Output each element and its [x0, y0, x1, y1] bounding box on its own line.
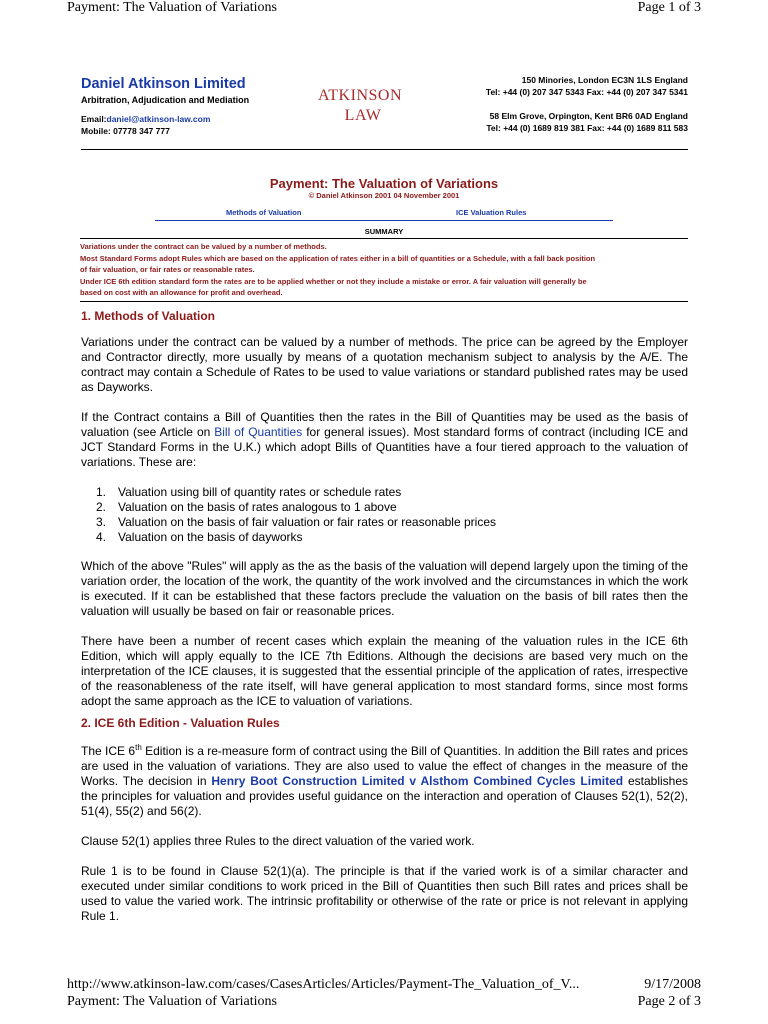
atkinson-law-logo [315, 86, 405, 126]
henry-boot-case-link[interactable]: Henry Boot Construction Limited v Alsthom Combined Cycles Limited [211, 774, 624, 788]
toc-link-ice-rules[interactable]: ICE Valuation Rules [456, 208, 527, 217]
bill-of-quantities-link[interactable]: Bill of Quantities [214, 425, 303, 439]
toc-link-methods[interactable]: Methods of Valuation [226, 208, 302, 217]
logo-line1: ATKINSON [318, 87, 402, 104]
section2-paragraph1: The ICE 6th Edition is a re-measure form of contract using the Bill of Quantities. In addition the Bill rates and prices are used in the valuation of variations. They are also used to value the effect of changes in the measure of the Works. The decision in Henry Boot Construction Limited v Alsthom Combined Cycles Limited establishes the principles for valuation and provides useful guidance on the interaction and operation of Clauses 52(1), 52(2), 51(4), 55(2) and 56(2). [81, 743, 688, 818]
section1-paragraph1: Variations under the contract can be valued by a number of methods. The price can be agreed by the Employer and Contractor directly, more usually by means of a quotation mechanism subject to analysis by the A/E. The contract may contain a Schedule of Rates to be used to value variations or standard published rates may be used as Dayworks. [81, 335, 688, 394]
list-item: 4. Valuation on the basis of dayworks [96, 530, 303, 544]
letterhead-divider [81, 149, 688, 150]
section2-heading: 2. ICE 6th Edition - Valuation Rules [81, 716, 280, 730]
section2-paragraph2: Clause 52(1) applies three Rules to the direct valuation of the varied work. [81, 834, 475, 848]
summary-line: Most Standard Forms adopt Rules which are based on the application of rates either in a bill of quantities or a Schedule, with a fall back position [80, 253, 596, 263]
summary-line: based on cost with an allowance for profit and overhead. [80, 288, 283, 297]
logo-line2: LAW [344, 107, 382, 124]
section2-paragraph3: Rule 1 is to be found in Clause 52(1)(a). The principle is that if the varied work is of a similar character and executed under similar conditions to work priced in the Bill of Quantities then such Bill rates and prices shall be used to value the varied work. The intrinsic profitability or otherwise of the rate or price is not relevant in applying Rule 1. [81, 864, 688, 923]
print-footer-url: http://www.atkinson-law.com/cases/CasesArticles/Articles/Payment-The_Valuation_of_V... [67, 977, 580, 992]
email-label: Email: [81, 114, 107, 124]
firm-name: Daniel Atkinson Limited [81, 76, 246, 92]
contact-block [81, 113, 210, 137]
list-item: 2. Valuation on the basis of rates analogous to 1 above [96, 500, 397, 514]
valuation-methods-list [96, 485, 688, 545]
summary-line: of fair valuation, or fair rates or reasonable rates. [80, 265, 255, 274]
copyright-line: © Daniel Atkinson 2001 04 November 2001 [308, 191, 460, 200]
toc-underline [155, 220, 613, 221]
address1-line2: Tel: +44 (0) 207 347 5343 Fax: +44 (0) 207 347 5341 [485, 87, 688, 97]
summary-heading: SUMMARY [364, 227, 404, 236]
list-item: 3. Valuation on the basis of fair valuation or fair rates or reasonable prices [96, 515, 496, 529]
list-item: 1. Valuation using bill of quantity rates or schedule rates [96, 485, 402, 499]
print-header-page: Page 1 of 3 [637, 0, 701, 15]
address2-line2: Tel: +44 (0) 1689 819 381 Fax: +44 (0) 1689 811 583 [486, 123, 688, 133]
section1-heading: 1. Methods of Valuation [81, 309, 216, 323]
address2-line1: 58 Elm Grove, Orpington, Kent BR6 0AD England [489, 111, 688, 121]
next-page-title: Payment: The Valuation of Variations [67, 994, 277, 1009]
summary-box [80, 238, 688, 302]
section1-paragraph3: Which of the above "Rules" will apply as the as the basis of the valuation will depend largely upon the timing of the variation order, the location of the work, the quantity of the work involved and the circumstances in which the work is executed. If it can be established that these factors preclude the valuation on the basis of bill rates then the valuation will usually be based on fair or reasonable prices. [81, 559, 688, 618]
section1-paragraph2: If the Contract contains a Bill of Quantities then the rates in the Bill of Quantities may be used as the basis of valuation (see Article on Bill of Quantities for general issues). Most standard forms of contract (including ICE and JCT Standard Forms in the U.K.) which adopt Bills of Quantities have a four tiered approach to the valuation of variations. These are: [81, 410, 688, 469]
summary-line: Variations under the contract can be valued by a number of methods. [80, 242, 327, 251]
next-page-number: Page 2 of 3 [637, 994, 701, 1009]
section1-paragraph4: There have been a number of recent cases which explain the meaning of the valuation rules in the ICE 6th Edition, which will apply equally to the ICE 7th Editions. Although the decisions are based very much on the interpretation of the ICE clauses, it is suggested that the essential principle of the application of rates, irrespective of the reasonableness of the rate itself, will have general application to most standard forms, since most forms adopt the same approach as the ICE to valuation of variations. [81, 634, 688, 708]
address1-line1: 150 Minories, London EC3N 1LS England [521, 75, 688, 85]
print-header-title: Payment: The Valuation of Variations [67, 0, 277, 15]
print-footer-date: 9/17/2008 [644, 977, 701, 992]
email-link[interactable]: daniel@atkinson-law.com [106, 114, 211, 124]
address-block [486, 74, 688, 134]
summary-line: Under ICE 6th edition standard form the rates are to be applied whether or not they include a mistake or error. A fair valuation will generally be [80, 276, 587, 286]
mobile-number: Mobile: 07778 347 777 [81, 126, 170, 136]
firm-tagline: Arbitration, Adjudication and Mediation [81, 95, 250, 105]
firm-block [81, 76, 249, 105]
document-title: Payment: The Valuation of Variations [269, 176, 499, 191]
